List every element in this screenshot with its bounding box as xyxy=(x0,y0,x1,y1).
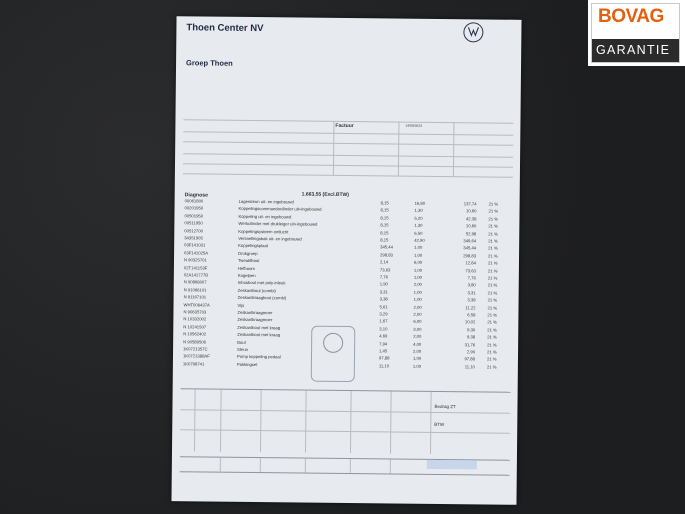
line-total: 298,83 xyxy=(463,253,477,259)
line-price: 2,00 xyxy=(413,282,422,288)
line-code: 00201950 xyxy=(184,205,204,211)
line-qty: 298,83 xyxy=(380,252,393,258)
line-total: 73,63 xyxy=(465,267,476,273)
line-price: 4,00 xyxy=(413,341,422,347)
line-desc: Lagersteun uit- en ingebouwd xyxy=(238,198,294,205)
line-qty: 4,69 xyxy=(379,333,388,339)
line-price: 1,30 xyxy=(414,208,423,214)
line-qty: 3,29 xyxy=(379,311,388,317)
line-total: 9,30 xyxy=(467,327,476,333)
line-vat: 21 % xyxy=(486,356,497,362)
line-code: N 10332002 xyxy=(183,316,207,322)
amount-label: Bedrag ZT xyxy=(434,403,456,410)
line-total: 97,88 xyxy=(464,356,475,362)
line-qty: 11,10 xyxy=(378,363,390,369)
line-price: 2,00 xyxy=(413,348,422,354)
line-total: 349,64 xyxy=(463,238,477,244)
line-vat: 21 % xyxy=(487,342,497,348)
line-price: 1,00 xyxy=(413,274,423,280)
line-desc: Drukgroep xyxy=(238,250,258,256)
line-desc: Pomp koppeling pedaal xyxy=(236,354,281,360)
line-qty: 1,67 xyxy=(379,318,388,324)
line-price: 1,00 xyxy=(413,296,422,302)
line-vat: 21 % xyxy=(487,275,498,281)
vw-logo-icon xyxy=(463,22,483,42)
line-vat: 21 % xyxy=(487,349,497,355)
line-code: 34351905 xyxy=(184,235,203,241)
invoice-date: 14/08/2023 xyxy=(405,123,422,128)
line-code: 00512700 xyxy=(184,227,203,234)
line-total: 3,80 xyxy=(467,282,476,288)
line-desc: Zeskantkraagmoer xyxy=(237,317,273,323)
group-name: Groep Thoen xyxy=(186,58,233,68)
line-desc: Hefboom xyxy=(237,265,255,271)
line-price: 16,80 xyxy=(414,200,426,206)
line-code: WHT006437A xyxy=(183,301,210,308)
line-total: 6,58 xyxy=(467,312,476,318)
line-code: N 90589506 xyxy=(183,338,206,345)
line-price: 1,00 xyxy=(413,289,422,295)
line-code: 02T141153F xyxy=(183,264,208,271)
line-code: 1K0798741 xyxy=(182,361,205,367)
line-price: 1,00 xyxy=(413,267,423,273)
line-vat: 21 % xyxy=(488,201,499,207)
line-vat: 21 % xyxy=(487,327,497,333)
line-desc: Werkcilinder met drukleiger uit+ingebouwd xyxy=(238,221,318,227)
vat-label: BTW xyxy=(434,421,445,428)
line-vat: 21 % xyxy=(487,260,498,266)
line-total: 7,76 xyxy=(467,275,476,281)
line-total: 10,02 xyxy=(464,319,476,325)
line-price: 2,00 xyxy=(413,333,422,339)
line-code: N 91167101 xyxy=(183,294,207,300)
line-price: 6,00 xyxy=(413,319,422,325)
line-total: 345,44 xyxy=(463,245,477,251)
line-qty: 8,15 xyxy=(380,229,389,236)
line-price: 6,50 xyxy=(414,230,423,236)
line-desc: Koppelingsplaat xyxy=(238,243,268,249)
line-price: 6,00 xyxy=(413,259,423,265)
line-total: 2,90 xyxy=(466,349,476,355)
company-name: Thoen Center NV xyxy=(186,22,264,35)
line-price: 1,00 xyxy=(414,252,423,258)
line-price: 1,00 xyxy=(414,245,423,251)
garantie-label: GARANTIE xyxy=(596,43,671,57)
line-vat: 21 % xyxy=(487,290,498,296)
bovag-badge xyxy=(588,0,685,66)
line-desc: Bout xyxy=(237,339,246,345)
line-vat: 21 % xyxy=(487,312,498,318)
line-total: 11,22 xyxy=(465,304,476,310)
line-qty: 3,31 xyxy=(379,289,388,295)
line-vat: 21 % xyxy=(487,319,497,325)
line-qty: 8,15 xyxy=(380,222,389,228)
line-desc: Kogelpen xyxy=(237,272,256,279)
line-qty: 1,90 xyxy=(379,281,388,287)
line-code: 00511950 xyxy=(184,220,203,226)
line-desc: Koppeling uit- en ingebouwd xyxy=(238,213,292,220)
payment-box xyxy=(427,460,477,470)
line-code: 00501950 xyxy=(184,213,204,219)
line-total: 11,10 xyxy=(464,364,475,370)
line-qty: 8,15 xyxy=(380,237,389,243)
line-code: 03F141031 xyxy=(184,242,206,248)
line-desc: Zeskantbout (combi) xyxy=(237,287,276,294)
line-qty: 8,15 xyxy=(380,215,389,221)
line-vat: 21 % xyxy=(488,231,498,237)
line-desc: Zeskantkraagmoer xyxy=(237,309,273,316)
line-desc: Zeskantbout met kraag xyxy=(237,332,281,338)
line-code: 03F141025A xyxy=(184,250,209,256)
line-qty: 1,45 xyxy=(379,348,388,354)
line-vat: 21 % xyxy=(487,297,498,303)
line-qty: 8,15 xyxy=(380,200,389,206)
line-desc: Inbusbout met poly-inleuk xyxy=(237,280,286,286)
line-code: N 90635703 xyxy=(183,309,207,315)
line-total: 31,76 xyxy=(464,341,476,347)
line-code: N 90325701 xyxy=(183,257,207,263)
line-total: 10,60 xyxy=(465,223,477,229)
line-desc: Zeskantbout met kraag xyxy=(237,324,281,331)
line-code: 02A141777B xyxy=(183,272,209,278)
line-desc: Koppelingscommandocilinder uit+ingebouwd xyxy=(238,206,322,213)
line-total: 42,38 xyxy=(465,216,477,222)
line-total: 10,60 xyxy=(466,208,477,214)
line-code: 1K0721357C xyxy=(183,346,208,352)
line-price: 2,00 xyxy=(413,304,422,310)
line-vat: 21 % xyxy=(488,216,499,222)
line-qty: 97,88 xyxy=(378,355,390,361)
vat-summary-box xyxy=(180,388,511,454)
line-desc: Koppelingsysteem ontlucht xyxy=(238,228,289,234)
line-code: 1K0721388AF xyxy=(182,353,210,359)
line-vat: 21 % xyxy=(488,245,498,251)
line-price: 1,30 xyxy=(414,222,423,228)
invoice-header-table xyxy=(183,119,514,177)
line-desc: Versnellingsbak uit- en ingebouwd xyxy=(238,235,302,242)
bovag-logo: BOVAG xyxy=(598,6,664,27)
line-qty: 8,15 xyxy=(380,207,389,213)
line-vat: 21 % xyxy=(486,364,497,370)
line-total: 12,84 xyxy=(465,260,477,266)
line-vat: 21 % xyxy=(488,208,499,214)
line-price: 1,00 xyxy=(412,356,422,362)
line-vat: 21 % xyxy=(488,238,498,244)
section-total: 1.663,55 (Excl.BTW) xyxy=(301,191,349,199)
line-price: 42,90 xyxy=(414,237,425,243)
line-code: N 10562402 xyxy=(183,331,207,337)
line-vat: 21 % xyxy=(487,305,498,311)
invoice-lines xyxy=(182,198,513,370)
line-total: 3,31 xyxy=(467,290,476,296)
line-qty: 345,44 xyxy=(380,244,393,250)
line-price: 1,00 xyxy=(412,363,422,369)
invoice-paper xyxy=(171,16,521,505)
line-qty: 7,94 xyxy=(379,340,388,347)
line-code: 00061800 xyxy=(184,198,204,204)
line-price: 5,20 xyxy=(414,215,423,221)
line-vat: 21 % xyxy=(488,253,498,259)
line-code: N 10241507 xyxy=(183,324,207,330)
line-qty: 7,76 xyxy=(379,274,389,280)
line-qty: 3,38 xyxy=(379,296,388,302)
line-desc: Tweakfbout xyxy=(237,258,260,264)
line-price: 2,00 xyxy=(413,311,422,317)
line-qty: 5,61 xyxy=(379,303,388,310)
line-total: 3,38 xyxy=(467,297,476,303)
line-desc: Vijs xyxy=(237,302,245,308)
line-code: N 91066101 xyxy=(183,287,207,293)
line-code: N 90898007 xyxy=(183,279,207,285)
line-total: 9,38 xyxy=(467,334,476,340)
line-vat: 21 % xyxy=(487,268,498,274)
dealer-stamp xyxy=(311,326,356,382)
line-vat: 21 % xyxy=(487,282,498,288)
section-title: Diagnose xyxy=(184,192,209,199)
line-qty: 3,10 xyxy=(379,326,388,332)
line-total: 52,98 xyxy=(465,230,477,236)
line-qty: 73,63 xyxy=(379,266,391,273)
line-desc: Pakkingset xyxy=(236,361,258,367)
line-price: 3,00 xyxy=(413,326,422,332)
line-vat: 21 % xyxy=(487,334,497,340)
line-total: 137,74 xyxy=(463,201,477,207)
line-vat: 21 % xyxy=(488,223,498,229)
line-desc: Zeskantkraagbout (combi) xyxy=(237,295,287,301)
line-desc: Steun xyxy=(237,346,249,352)
line-qty: 2,14 xyxy=(379,259,389,265)
doc-type: Factuur xyxy=(335,122,354,130)
